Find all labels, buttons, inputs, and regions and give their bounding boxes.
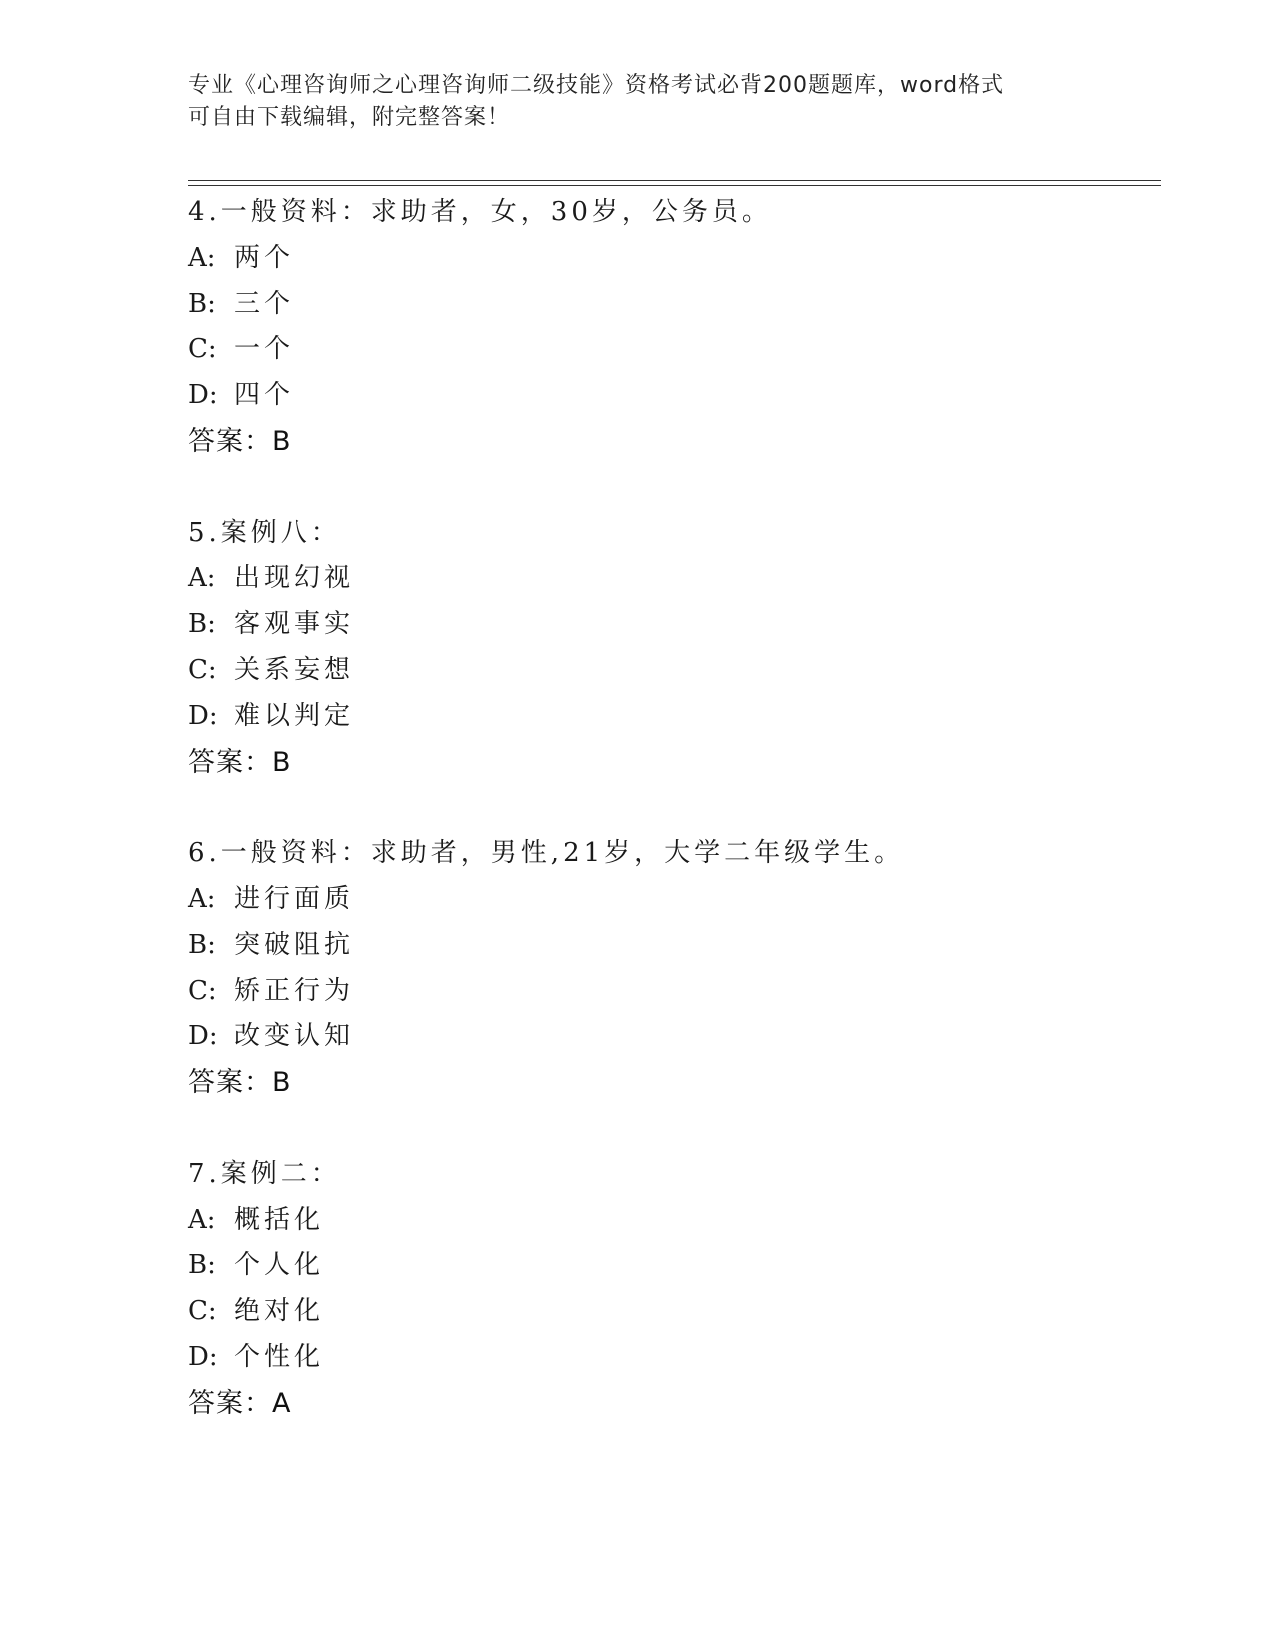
option-letter: B: <box>188 929 216 960</box>
option-text: 个性化 <box>234 1341 325 1372</box>
question-stem: 5.案例八： <box>188 517 341 548</box>
option-text: 三个 <box>234 288 295 319</box>
question-option <box>188 1014 1168 1060</box>
question-option <box>188 373 1168 419</box>
header-divider-bottom <box>188 185 1161 186</box>
question-stem: 7.案例二： <box>188 1158 341 1189</box>
question-option <box>188 236 1168 282</box>
option-letter: D: <box>188 1341 218 1372</box>
question-option <box>188 602 1168 648</box>
option-letter: D: <box>188 700 218 731</box>
question-option <box>188 327 1168 373</box>
question-option <box>188 1243 1168 1289</box>
option-letter: D: <box>188 1021 218 1052</box>
question-answer: 答案：A <box>188 1387 292 1419</box>
question-stem: 4.一般资料：求助者，女，30岁，公务员。 <box>188 197 772 227</box>
question-stem: 6.一般资料：求助者，男性,21岁，大学二年级学生。 <box>188 838 905 869</box>
document-header <box>188 70 1088 134</box>
option-text: 关系妄想 <box>234 654 355 685</box>
question-item <box>188 190 1168 511</box>
option-letter: D: <box>188 380 218 411</box>
option-letter: B: <box>188 288 216 319</box>
option-text: 难以判定 <box>234 700 355 731</box>
header-line-2: 可自由下载编辑，附完整答案！ <box>188 105 511 130</box>
question-spacer <box>188 465 1168 511</box>
option-letter: C: <box>188 654 217 685</box>
question-option <box>188 282 1168 328</box>
option-letter: C: <box>188 1296 217 1327</box>
option-text: 矫正行为 <box>234 975 355 1006</box>
option-letter: B: <box>188 1250 216 1281</box>
question-option <box>188 694 1168 740</box>
question-option <box>188 969 1168 1015</box>
question-option <box>188 648 1168 694</box>
question-option <box>188 1289 1168 1335</box>
question-answer: 答案：B <box>188 1067 292 1099</box>
option-text: 一个 <box>234 334 295 365</box>
question-spacer <box>188 785 1168 831</box>
option-text: 两个 <box>234 242 295 273</box>
option-letter: A: <box>188 242 216 273</box>
option-letter: C: <box>188 334 217 365</box>
question-answer: 答案：B <box>188 746 292 778</box>
question-option <box>188 877 1168 923</box>
question-option <box>188 1198 1168 1244</box>
option-letter: C: <box>188 975 217 1006</box>
question-spacer <box>188 1106 1168 1152</box>
question-option <box>188 923 1168 969</box>
question-answer: 答案：B <box>188 425 292 457</box>
option-text: 进行面质 <box>234 883 355 914</box>
question-item <box>188 511 1168 832</box>
header-line-1: 专业《心理咨询师之心理咨询师二级技能》资格考试必背200题题库，word格式 <box>188 73 1005 98</box>
option-letter: B: <box>188 609 216 640</box>
option-text: 个人化 <box>234 1250 325 1281</box>
option-text: 四个 <box>234 380 295 411</box>
option-text: 绝对化 <box>234 1296 325 1327</box>
option-text: 概括化 <box>234 1204 325 1235</box>
option-text: 出现幻视 <box>234 563 355 594</box>
question-option <box>188 556 1168 602</box>
question-item <box>188 1152 1168 1427</box>
question-item <box>188 831 1168 1152</box>
question-list <box>188 190 1168 1427</box>
option-text: 改变认知 <box>234 1021 355 1052</box>
option-letter: A: <box>188 883 216 914</box>
option-letter: A: <box>188 563 216 594</box>
question-option <box>188 1335 1168 1381</box>
option-text: 客观事实 <box>234 609 355 640</box>
header-divider-top <box>188 180 1161 181</box>
option-text: 突破阻抗 <box>234 929 355 960</box>
option-letter: A: <box>188 1204 216 1235</box>
